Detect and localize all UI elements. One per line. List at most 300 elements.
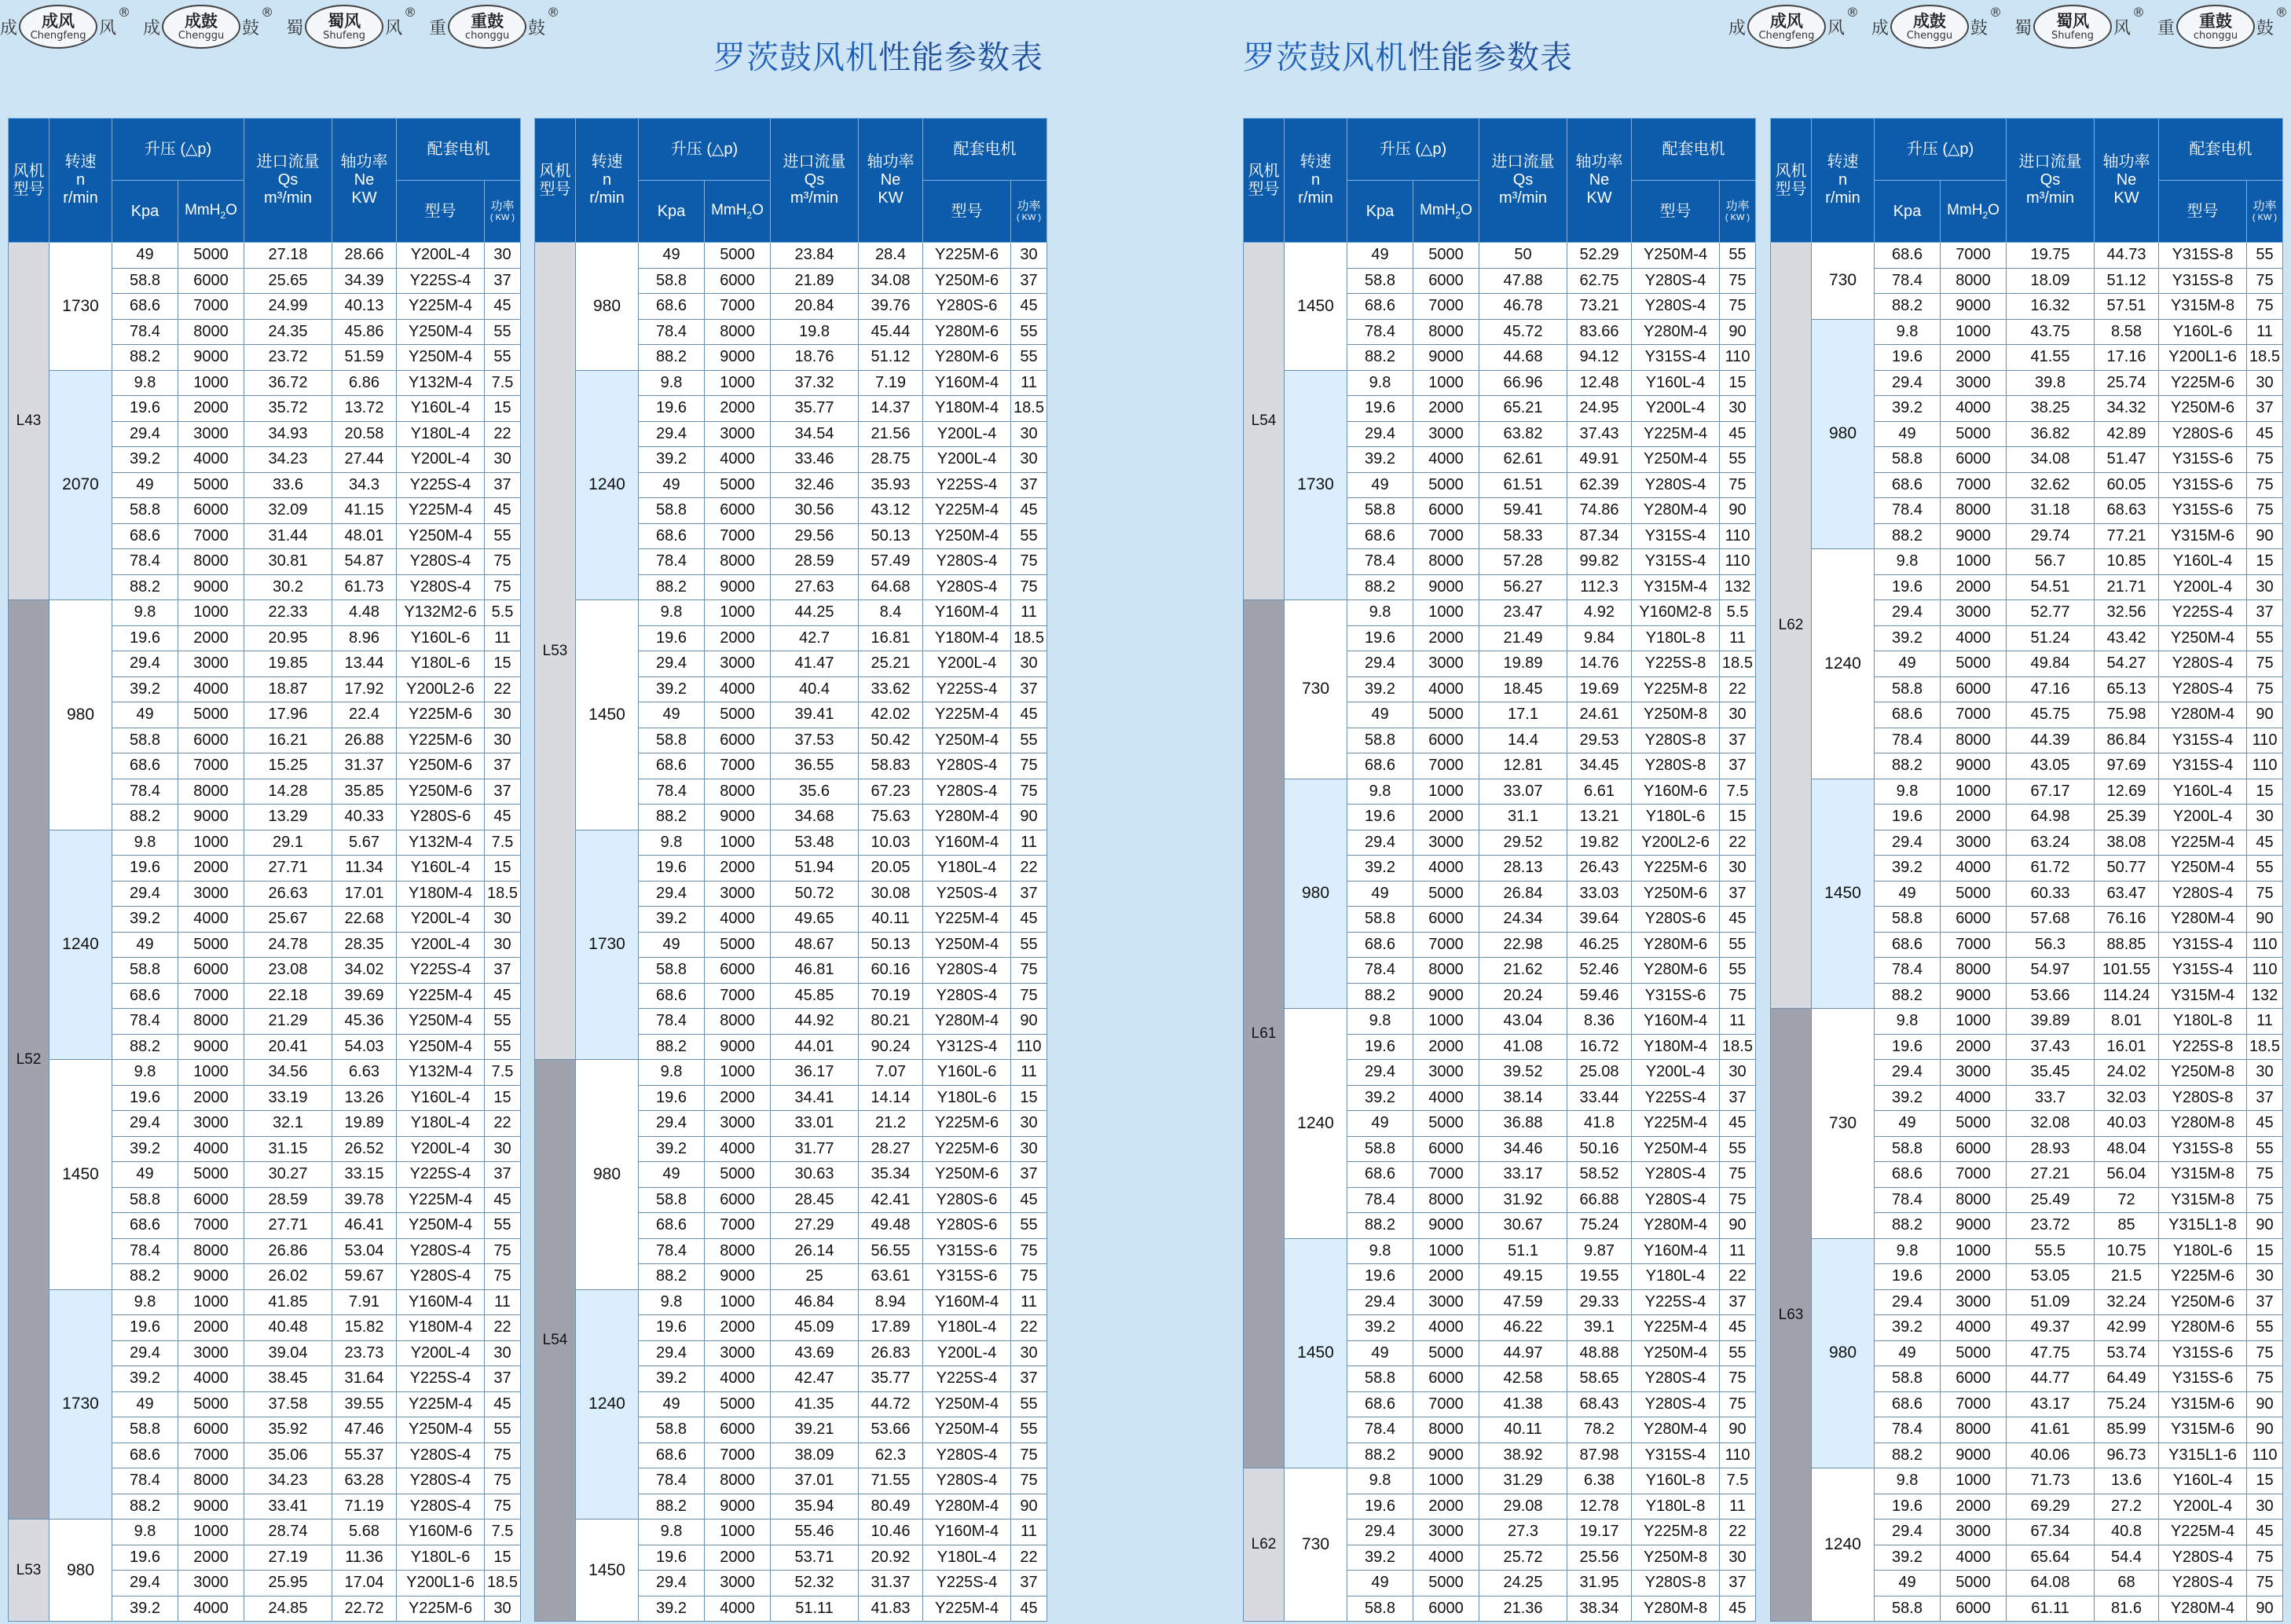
cell-flow: 43.75 (2007, 319, 2095, 345)
cell-kpa: 19.6 (639, 856, 705, 882)
cell-shaft-power: 45.36 (332, 1009, 397, 1035)
cell-shaft-power: 6.86 (332, 370, 397, 396)
brand-logos (0, 5, 559, 49)
cell-shaft-power: 23.73 (332, 1340, 397, 1366)
cell-motor-type: Y280M-4 (1632, 319, 1720, 345)
cell-motor-type: Y315S-6 (2159, 1340, 2247, 1366)
cell-flow: 37.58 (244, 1391, 332, 1417)
cell-motor-type: Y160L-6 (397, 625, 485, 651)
cell-kpa: 58.8 (639, 1187, 705, 1213)
cell-kpa: 49 (1347, 1340, 1413, 1366)
cell-motor-power: 55 (1011, 1213, 1047, 1239)
cell-flow: 69.29 (2007, 1494, 2095, 1520)
cell-motor-type: Y250M-8 (1632, 1545, 1720, 1571)
cell-motor-type: Y225S-4 (2159, 600, 2247, 626)
table-header-row (9, 119, 521, 181)
cell-flow: 16.21 (244, 728, 332, 753)
cell-mmh2o: 3000 (705, 651, 771, 677)
cell-flow: 23.08 (244, 958, 332, 984)
cell-mmh2o: 3000 (178, 881, 244, 907)
cell-motor-type: Y225M-4 (923, 702, 1011, 728)
cell-mmh2o: 3000 (1941, 600, 2007, 626)
cell-kpa: 29.4 (1875, 1060, 1941, 1086)
cell-flow: 44.92 (771, 1009, 859, 1035)
cell-motor-type: Y160M-4 (397, 1289, 485, 1315)
cell-mmh2o: 4000 (178, 1366, 244, 1392)
table-row (535, 1289, 1047, 1315)
cell-motor-type: Y180L-8 (1632, 1494, 1720, 1520)
cell-motor-type: Y180M-4 (923, 396, 1011, 422)
cell-mmh2o: 7000 (705, 1213, 771, 1239)
cell-shaft-power: 70.19 (859, 983, 923, 1009)
cell-motor-type: Y250M-4 (923, 728, 1011, 753)
cell-flow: 30.2 (244, 574, 332, 600)
cell-motor-power: 30 (1011, 1111, 1047, 1137)
cell-shaft-power: 24.61 (1567, 702, 1632, 728)
cell-flow: 27.63 (771, 574, 859, 600)
cell-motor-type: Y250M-4 (397, 1213, 485, 1239)
cell-flow: 62.61 (1479, 447, 1567, 473)
cell-shaft-power: 25.56 (1567, 1545, 1632, 1571)
cell-shaft-power: 58.83 (859, 753, 923, 779)
cell-shaft-power: 13.72 (332, 396, 397, 422)
cell-speed: 980 (1812, 319, 1875, 549)
cell-motor-power: 30 (1011, 651, 1047, 677)
header-motor: 配套电机 (397, 119, 521, 181)
cell-mmh2o: 8000 (1941, 728, 2007, 753)
header-speed-symbol: n (602, 171, 612, 189)
cell-speed: 1450 (49, 1060, 112, 1290)
cell-motor-type: Y225M-4 (1632, 1111, 1720, 1137)
cell-motor-power: 45 (1011, 294, 1047, 320)
header-mmh2o-a: MmH (711, 201, 747, 218)
cell-motor-power: 75 (1720, 472, 1756, 498)
logo-en: Chenggu (1906, 30, 1953, 42)
cell-motor-power: 55 (1720, 958, 1756, 984)
table-row (9, 600, 521, 626)
cell-mmh2o: 8000 (705, 779, 771, 805)
cell-kpa: 58.8 (112, 1417, 178, 1443)
cell-mmh2o: 7000 (178, 983, 244, 1009)
cell-motor-power: 75 (1011, 958, 1047, 984)
cell-kpa: 19.6 (639, 1545, 705, 1571)
cell-kpa: 49 (1875, 1340, 1941, 1366)
cell-kpa: 9.8 (112, 370, 178, 396)
cell-mmh2o: 8000 (1941, 268, 2007, 294)
cell-shaft-power: 20.05 (859, 856, 923, 882)
cell-shaft-power: 63.47 (2095, 881, 2159, 907)
cell-motor-type: Y280M-4 (2159, 1596, 2247, 1622)
cell-speed: 730 (1285, 1468, 1347, 1622)
cell-speed: 1240 (576, 370, 639, 600)
cell-flow: 63.24 (2007, 830, 2095, 856)
cell-kpa: 39.2 (1875, 1315, 1941, 1341)
cell-flow: 27.71 (244, 1213, 332, 1239)
header-flow-symbol: Qs (2040, 171, 2061, 189)
cell-flow: 34.46 (1479, 1136, 1567, 1162)
cell-motor-type: Y280S-8 (2159, 1085, 2247, 1111)
header-flow-unit: m³/min (1498, 189, 1548, 207)
cell-motor-type: Y200L-4 (2159, 805, 2247, 830)
cell-kpa: 29.4 (639, 421, 705, 447)
logo-cn: 成风 (1769, 11, 1803, 31)
cell-shaft-power: 66.88 (1567, 1187, 1632, 1213)
cell-mmh2o: 7000 (1413, 294, 1479, 320)
cell-mmh2o: 9000 (705, 345, 771, 371)
header-mmh2o-c: O (752, 201, 764, 218)
cell-kpa: 49 (112, 243, 178, 269)
cell-mmh2o: 6000 (1941, 1136, 2007, 1162)
header-kpa: Kpa (112, 181, 178, 243)
cell-mmh2o: 8000 (178, 1468, 244, 1494)
cell-shaft-power: 96.73 (2095, 1443, 2159, 1468)
registered-mark: ® (261, 5, 274, 20)
logo-oval (19, 5, 97, 49)
cell-motor-power: 11 (1011, 1520, 1047, 1545)
cell-kpa: 29.4 (1875, 370, 1941, 396)
cell-kpa: 78.4 (1347, 1417, 1413, 1443)
cell-motor-type: Y315S-4 (1632, 345, 1720, 371)
cell-mmh2o: 4000 (178, 676, 244, 702)
cell-kpa: 88.2 (639, 1494, 705, 1520)
cell-kpa: 39.2 (112, 676, 178, 702)
cell-shaft-power: 13.21 (1567, 805, 1632, 830)
cell-shaft-power: 17.92 (332, 676, 397, 702)
cell-speed: 1450 (1285, 243, 1347, 371)
cell-kpa: 58.8 (112, 728, 178, 753)
cell-kpa: 78.4 (1875, 268, 1941, 294)
cell-mmh2o: 2000 (1941, 345, 2007, 371)
table-row (1244, 779, 1756, 805)
cell-motor-power: 75 (485, 574, 521, 600)
cell-shaft-power: 40.03 (2095, 1111, 2159, 1137)
registered-mark: ® (118, 5, 131, 20)
cell-mmh2o: 9000 (1941, 523, 2007, 549)
cell-motor-power: 22 (1011, 1315, 1047, 1341)
cell-speed: 730 (1812, 1009, 1875, 1239)
cell-mmh2o: 9000 (1941, 294, 2007, 320)
cell-shaft-power: 14.14 (859, 1085, 923, 1111)
cell-kpa: 9.8 (639, 1520, 705, 1545)
registered-mark: ® (547, 5, 560, 20)
cell-shaft-power: 31.95 (1567, 1571, 1632, 1597)
cell-shaft-power: 80.21 (859, 1009, 923, 1035)
cell-shaft-power: 34.32 (2095, 396, 2159, 422)
cell-shaft-power: 44.73 (2095, 243, 2159, 269)
header-speed-symbol: n (1310, 171, 1321, 189)
cell-kpa: 88.2 (639, 1264, 705, 1290)
cell-shaft-power: 76.16 (2095, 907, 2159, 933)
cell-flow: 29.74 (2007, 523, 2095, 549)
cell-motor-type: Y280M-6 (923, 345, 1011, 371)
cell-motor-power: 55 (1720, 1340, 1756, 1366)
cell-flow: 44.25 (771, 600, 859, 626)
cell-flow: 71.73 (2007, 1468, 2095, 1494)
cell-motor-type: Y315S-4 (2159, 728, 2247, 753)
logo-en: Shufeng (2051, 30, 2094, 42)
cell-motor-power: 75 (485, 549, 521, 575)
cell-flow: 54.51 (2007, 574, 2095, 600)
cell-kpa: 9.8 (1875, 549, 1941, 575)
cell-shaft-power: 22.72 (332, 1596, 397, 1622)
header-model: 风机型号 (1771, 119, 1812, 243)
header-flow (2007, 119, 2095, 243)
cell-shaft-power: 43.42 (2095, 625, 2159, 651)
cell-motor-power: 15 (2247, 1238, 2283, 1264)
cell-motor-type: Y280S-4 (923, 574, 1011, 600)
cell-motor-type: Y180M-4 (1632, 1034, 1720, 1060)
cell-motor-type: Y225M-6 (923, 1111, 1011, 1137)
header-speed-unit: r/min (589, 189, 625, 207)
cell-mmh2o: 4000 (178, 907, 244, 933)
cell-flow: 36.72 (244, 370, 332, 396)
cell-flow: 42.47 (771, 1366, 859, 1392)
cell-shaft-power: 64.49 (2095, 1366, 2159, 1392)
brand-logo (286, 5, 416, 49)
header-pressure: 升压 (△p) (639, 119, 771, 181)
cell-shaft-power: 16.81 (859, 625, 923, 651)
cell-mmh2o: 4000 (705, 676, 771, 702)
cell-flow: 18.45 (1479, 676, 1567, 702)
cell-kpa: 78.4 (112, 779, 178, 805)
cell-motor-power: 11 (1720, 1009, 1756, 1035)
cell-flow: 58.33 (1479, 523, 1567, 549)
cell-kpa: 19.6 (639, 625, 705, 651)
cell-shaft-power: 40.13 (332, 294, 397, 320)
cell-flow: 53.71 (771, 1545, 859, 1571)
cell-mmh2o: 1000 (1941, 1238, 2007, 1264)
cell-motor-type: Y315M-6 (2159, 523, 2247, 549)
cell-shaft-power: 53.74 (2095, 1340, 2159, 1366)
cell-motor-power: 90 (1720, 1213, 1756, 1239)
cell-shaft-power: 62.3 (859, 1443, 923, 1468)
header-flow-label: 进口流量 (2018, 153, 2082, 170)
header-shaft-label: 轴功率 (2102, 153, 2150, 170)
cell-motor-type: Y280S-4 (397, 549, 485, 575)
cell-motor-type: Y280M-4 (2159, 702, 2247, 728)
brand-logos (1728, 5, 2288, 49)
cell-motor-power: 5.5 (485, 600, 521, 626)
cell-motor-type: Y225S-4 (1632, 1085, 1720, 1111)
cell-motor-power: 90 (1011, 805, 1047, 830)
cell-motor-type: Y225M-8 (1632, 1520, 1720, 1545)
cell-model: L62 (1244, 1468, 1285, 1622)
cell-motor-type: Y315M-8 (2159, 1187, 2247, 1213)
cell-kpa: 39.2 (1875, 1085, 1941, 1111)
cell-shaft-power: 62.75 (1567, 268, 1632, 294)
performance-table-4 (1770, 118, 2283, 1622)
cell-motor-type: Y180L-4 (923, 856, 1011, 882)
cell-mmh2o: 6000 (1941, 447, 2007, 473)
cell-motor-type: Y225M-4 (1632, 1315, 1720, 1341)
cell-flow: 27.18 (244, 243, 332, 269)
logo-right-char: 鼓 (528, 18, 546, 38)
cell-shaft-power: 19.89 (332, 1111, 397, 1137)
logo-right-char: 风 (385, 18, 403, 38)
cell-flow: 51.09 (2007, 1289, 2095, 1315)
cell-mmh2o: 4000 (1941, 1315, 2007, 1341)
cell-motor-type: Y315S-6 (923, 1238, 1011, 1264)
cell-flow: 44.77 (2007, 1366, 2095, 1392)
cell-motor-type: Y160M-4 (923, 1289, 1011, 1315)
cell-mmh2o: 3000 (705, 1340, 771, 1366)
cell-flow: 41.85 (244, 1289, 332, 1315)
cell-shaft-power: 28.4 (859, 243, 923, 269)
cell-motor-power: 75 (2247, 1366, 2283, 1392)
cell-kpa: 39.2 (112, 1596, 178, 1622)
cell-flow: 22.33 (244, 600, 332, 626)
cell-motor-type: Y315S-4 (2159, 932, 2247, 958)
table-row (9, 243, 521, 269)
registered-mark: ® (2275, 5, 2288, 20)
cell-mmh2o: 3000 (705, 881, 771, 907)
cell-flow: 51.1 (1479, 1238, 1567, 1264)
cell-speed: 730 (1812, 243, 1875, 320)
cell-shaft-power: 74.86 (1567, 498, 1632, 524)
header-kpa: Kpa (1875, 181, 1941, 243)
cell-shaft-power: 75.24 (2095, 1391, 2159, 1417)
cell-flow: 25.95 (244, 1571, 332, 1597)
cell-mmh2o: 3000 (1941, 370, 2007, 396)
header-motor-type: 型号 (397, 181, 485, 243)
cell-motor-power: 55 (2247, 1136, 2283, 1162)
header-shaft-label: 轴功率 (867, 153, 915, 170)
cell-flow: 35.92 (244, 1417, 332, 1443)
cell-motor-type: Y132M-4 (397, 370, 485, 396)
cell-motor-type: Y280M-8 (1632, 1596, 1720, 1622)
cell-flow: 34.41 (771, 1085, 859, 1111)
cell-flow: 61.11 (2007, 1596, 2095, 1622)
cell-kpa: 29.4 (639, 1571, 705, 1597)
cell-motor-type: Y280S-4 (923, 958, 1011, 984)
cell-kpa: 58.8 (1347, 728, 1413, 753)
cell-mmh2o: 2000 (705, 625, 771, 651)
cell-motor-type: Y280S-6 (923, 1187, 1011, 1213)
cell-motor-power: 37 (485, 753, 521, 779)
cell-kpa: 58.8 (639, 498, 705, 524)
cell-shaft-power: 35.85 (332, 779, 397, 805)
header-speed-label: 转速 (64, 153, 97, 170)
cell-motor-type: Y225M-6 (1632, 856, 1720, 882)
cell-flow: 23.72 (2007, 1213, 2095, 1239)
cell-kpa: 9.8 (639, 830, 705, 856)
cell-kpa: 68.6 (639, 523, 705, 549)
cell-kpa: 39.2 (112, 907, 178, 933)
cell-motor-power: 45 (1720, 421, 1756, 447)
cell-flow: 48.67 (771, 932, 859, 958)
cell-speed: 1240 (1812, 1468, 1875, 1622)
cell-mmh2o: 2000 (178, 856, 244, 882)
header-mmh2o-sub: 2 (1982, 209, 1989, 221)
cell-kpa: 9.8 (1875, 319, 1941, 345)
cell-shaft-power: 24.95 (1567, 396, 1632, 422)
cell-mmh2o: 7000 (705, 1443, 771, 1468)
cell-kpa: 68.6 (112, 753, 178, 779)
logo-en: chonggu (2193, 30, 2238, 42)
cell-mmh2o: 6000 (1941, 676, 2007, 702)
cell-flow: 39.52 (1479, 1060, 1567, 1086)
cell-motor-power: 30 (2247, 1264, 2283, 1290)
cell-motor-type: Y225M-4 (397, 1187, 485, 1213)
cell-mmh2o: 4000 (178, 447, 244, 473)
cell-flow: 52.77 (2007, 600, 2095, 626)
cell-motor-power: 75 (485, 1468, 521, 1494)
cell-flow: 44.39 (2007, 728, 2095, 753)
header-flow (1479, 119, 1567, 243)
cell-motor-power: 45 (1011, 907, 1047, 933)
logo-cn: 重鼓 (471, 11, 504, 31)
cell-shaft-power: 10.75 (2095, 1238, 2159, 1264)
header-shaft-unit: KW (878, 189, 904, 207)
cell-mmh2o: 4000 (1413, 447, 1479, 473)
cell-shaft-power: 7.19 (859, 370, 923, 396)
cell-motor-type: Y180L-8 (1632, 625, 1720, 651)
cell-kpa: 19.6 (639, 1085, 705, 1111)
cell-mmh2o: 2000 (705, 1085, 771, 1111)
cell-kpa: 39.2 (1875, 856, 1941, 882)
cell-kpa: 19.6 (1875, 345, 1941, 371)
cell-shaft-power: 8.01 (2095, 1009, 2159, 1035)
cell-motor-power: 110 (1720, 549, 1756, 575)
cell-motor-type: Y225M-4 (1632, 421, 1720, 447)
cell-motor-type: Y280S-4 (397, 1494, 485, 1520)
cell-flow: 45.75 (2007, 702, 2095, 728)
table-row (535, 830, 1047, 856)
performance-table-1 (8, 118, 521, 1622)
cell-shaft-power: 42.89 (2095, 421, 2159, 447)
cell-flow: 47.59 (1479, 1289, 1567, 1315)
header-flow-unit: m³/min (263, 189, 313, 207)
header-shaft-symbol: Ne (1589, 171, 1610, 189)
table-row (535, 370, 1047, 396)
cell-motor-type: Y200L-4 (923, 447, 1011, 473)
header-shaft-power (1567, 119, 1632, 243)
cell-flow: 35.94 (771, 1494, 859, 1520)
cell-kpa: 29.4 (1347, 830, 1413, 856)
cell-kpa: 19.6 (112, 625, 178, 651)
header-flow-label: 进口流量 (256, 153, 320, 170)
cell-kpa: 68.6 (1347, 1162, 1413, 1188)
cell-motor-power: 18.5 (1011, 396, 1047, 422)
cell-motor-type: Y225M-6 (397, 728, 485, 753)
cell-mmh2o: 6000 (705, 268, 771, 294)
cell-kpa: 58.8 (639, 1417, 705, 1443)
cell-mmh2o: 3000 (705, 421, 771, 447)
cell-mmh2o: 7000 (1941, 1162, 2007, 1188)
cell-motor-type: Y315S-6 (2159, 498, 2247, 524)
cell-motor-type: Y225M-8 (1632, 676, 1720, 702)
header-kpa: Kpa (1347, 181, 1413, 243)
cell-kpa: 9.8 (1875, 1009, 1941, 1035)
cell-flow: 45.72 (1479, 319, 1567, 345)
cell-shaft-power: 7.91 (332, 1289, 397, 1315)
cell-kpa: 49 (112, 472, 178, 498)
cell-shaft-power: 55.37 (332, 1443, 397, 1468)
cell-shaft-power: 65.13 (2095, 676, 2159, 702)
cell-mmh2o: 5000 (1413, 243, 1479, 269)
cell-shaft-power: 87.34 (1567, 523, 1632, 549)
cell-motor-type: Y225S-4 (397, 958, 485, 984)
cell-mmh2o: 5000 (705, 702, 771, 728)
cell-flow: 53.66 (2007, 983, 2095, 1009)
cell-mmh2o: 6000 (178, 498, 244, 524)
cell-flow: 19.85 (244, 651, 332, 677)
cell-motor-type: Y280M-4 (923, 805, 1011, 830)
cell-motor-type: Y280M-4 (1632, 1213, 1720, 1239)
cell-flow: 39.04 (244, 1340, 332, 1366)
cell-kpa: 9.8 (1347, 779, 1413, 805)
logo-oval (448, 5, 526, 49)
